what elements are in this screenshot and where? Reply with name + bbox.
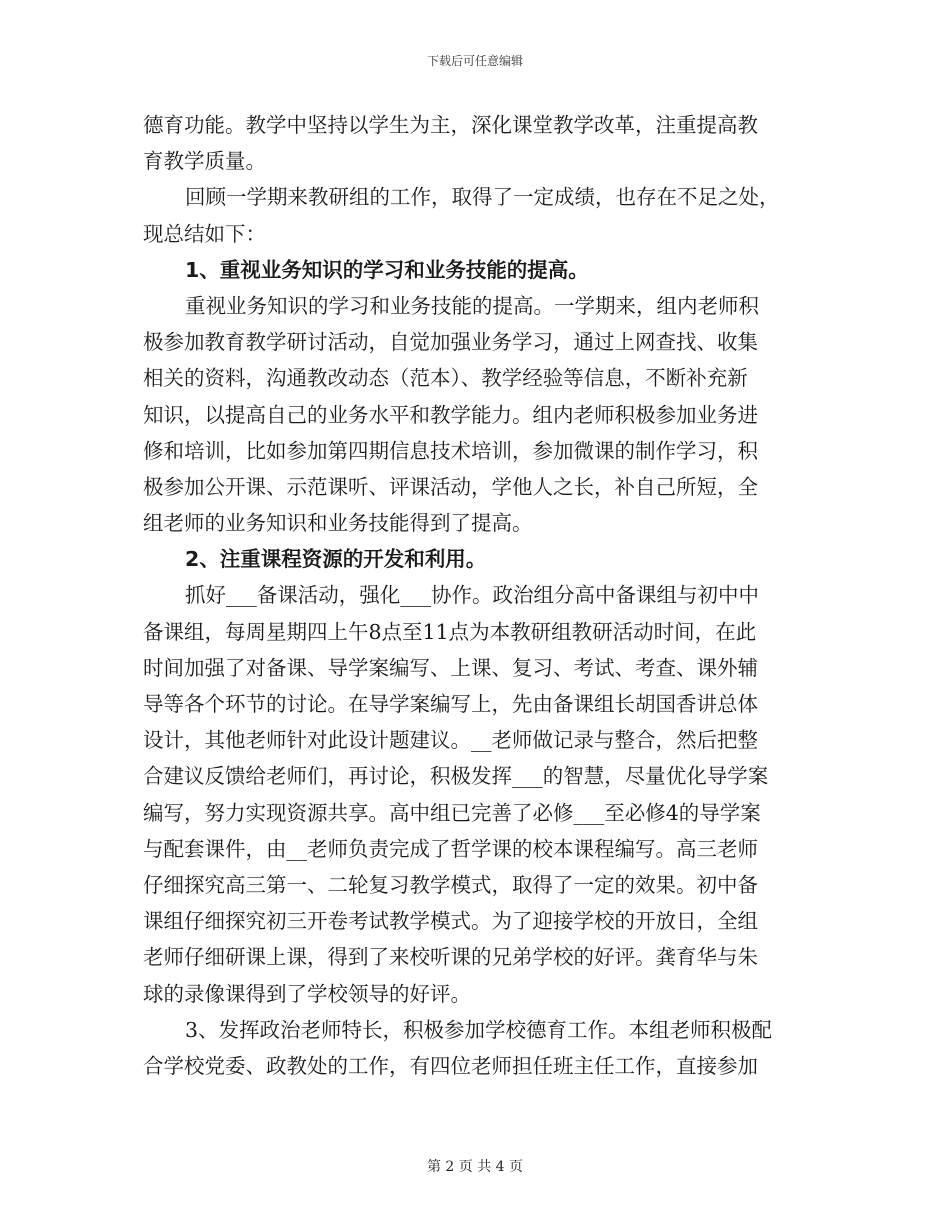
body-line: 课组仔细探究初三开卷考试教学模式。为了迎接学校的开放日，全组 xyxy=(143,909,758,934)
body-line: 组老师的业务知识和业务技能得到了提高。 xyxy=(143,511,533,536)
paragraph-start-line: 3、发挥政治老师特长，积极参加学校德育工作。本组老师积极配 xyxy=(185,1017,773,1042)
body-line: 时间加强了对备课、导学案编写、上课、复习、考试、考查、课外辅 xyxy=(143,655,758,680)
body-line: 编写，努力实现资源共享。高中组已完善了必修___至必修4的导学案 xyxy=(143,800,761,825)
section-heading-2: 2、注重课程资源的开发和利用。 xyxy=(185,547,487,572)
body-line: 备课组，每周星期四上午8点至11点为本教研组教研活动时间，在此 xyxy=(143,619,757,644)
body-line: 球的录像课得到了学校领导的好评。 xyxy=(143,981,471,1006)
body-line: 现总结如下： xyxy=(143,221,266,246)
paragraph-start-line: 回顾一学期来教研组的工作，取得了一定成绩，也存在不足之处， xyxy=(185,185,780,210)
section-heading-1: 1、重视业务知识的学习和业务技能的提高。 xyxy=(185,257,589,282)
body-line: 与配套课件，由__老师负责完成了哲学课的校本课程编写。高三老师 xyxy=(143,836,758,861)
paragraph-start-line: 重视业务知识的学习和业务技能的提高。一学期来，组内老师积 xyxy=(185,293,759,318)
body-line: 德育功能。教学中坚持以学生为主，深化课堂教学改革，注重提高教 xyxy=(143,113,758,137)
body-line: 合学校党委、政教处的工作，有四位老师担任班主任工作，直接参加 xyxy=(143,1053,758,1078)
body-line: 老师仔细研课上课，得到了来校听课的兄弟学校的好评。龚育华与朱 xyxy=(143,945,758,970)
body-line: 仔细探究高三第一、二轮复习教学模式，取得了一定的效果。初中备 xyxy=(143,872,758,897)
document-body xyxy=(143,107,803,1084)
body-line: 导等各个环节的讨论。在导学案编写上，先由备课组长胡国香讲总体 xyxy=(143,692,758,716)
body-line: 相关的资料，沟通教改动态（范本）、教学经验等信息，不断补充新 xyxy=(143,366,748,391)
body-line: 极参加公开课、示范课听、评课活动，学他人之长，补自己所短，全 xyxy=(143,474,758,499)
body-line: 育教学质量。 xyxy=(143,149,266,174)
body-line: 知识，以提高自己的业务水平和教学能力。组内老师积极参加业务进 xyxy=(143,402,758,427)
body-line: 合建议反馈给老师们，再讨论，积极发挥___的智慧，尽量优化导学案 xyxy=(143,764,769,789)
body-line: 修和培训，比如参加第四期信息技术培训，参加微课的制作学习，积 xyxy=(143,438,758,463)
page-header: 下载后可任意编辑 xyxy=(426,54,523,68)
page-footer: 第 2 页 共 4 页 xyxy=(426,1159,524,1175)
paragraph-start-line: 抓好___备课活动，强化___协作。政治组分高中备课组与初中中 xyxy=(185,583,759,608)
body-line: 设计，其他老师针对此设计题建议。__老师做记录与整合，然后把整 xyxy=(143,728,758,753)
body-line: 极参加教育教学研讨活动，自觉加强业务学习，通过上网查找、收集 xyxy=(143,330,758,355)
